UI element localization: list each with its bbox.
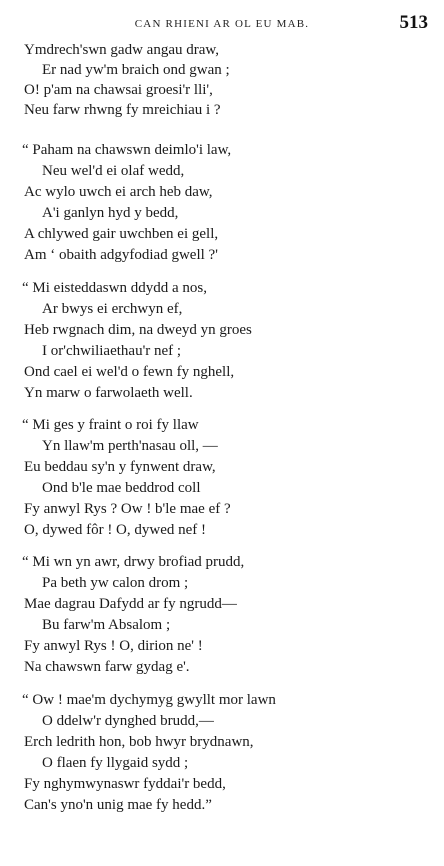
poem-line: Neu wel'd ei olaf wedd,: [42, 163, 185, 179]
poem-line: Heb rwgnach dim, na dweyd yn groes: [24, 322, 252, 338]
poem-line: Am ‘ obaith adgyfodiad gwell ?': [24, 247, 218, 263]
poem-line: O, dywed fôr ! O, dywed nef !: [24, 522, 207, 538]
poem-line: A chlywed gair uwchben ei gell,: [24, 226, 219, 242]
poem-line: Ond cael ei wel'd o fewn fy nghell,: [24, 364, 235, 380]
poem-line: “ Ow ! mae'm dychymyg gwyllt mor lawn: [22, 692, 276, 708]
poem-line: Erch ledrith hon, bob hwyr brydnawn,: [24, 734, 254, 750]
poem-line: O! p'am na chawsai groesi'r lli',: [24, 82, 213, 98]
poem-line: “ Paham na chawswn deimlo'i law,: [22, 142, 232, 158]
page-header: [0, 0, 444, 40]
poem-line: I or'chwiliaethau'r nef ;: [42, 343, 182, 359]
page-number: 513: [399, 12, 428, 33]
poem-line: O ddelw'r dynghed brudd,—: [42, 713, 214, 729]
poem-line: Neu farw rhwng fy mreichiau i ?: [24, 102, 221, 118]
poem-line: Ar bwys ei erchwyn ef,: [42, 301, 183, 317]
poem-line: Yn marw o farwolaeth well.: [24, 385, 193, 401]
poem-line: Mae dagrau Dafydd ar fy ngrudd—: [24, 596, 237, 612]
poem-line: Bu farw'm Absalom ;: [42, 617, 171, 633]
poem-line: Fy anwyl Rys ! O, dirion ne' !: [24, 638, 203, 654]
running-head: CAN RHIENI AR OL EU MAB.: [134, 18, 310, 30]
poem-line: Fy nghymwynaswr fyddai'r bedd,: [24, 776, 226, 792]
poem-line: Can's yno'n unig mae fy hedd.”: [24, 797, 212, 813]
poem-line: “ Mi ges y fraint o roi fy llaw: [22, 417, 199, 433]
poem-line: Ac wylo uwch ei arch heb daw,: [24, 184, 213, 200]
poem-line: O flaen fy llygaid sydd ;: [42, 755, 189, 771]
poem-line: Ond b'le mae beddrod coll: [42, 480, 201, 496]
poem-line: “ Mi eisteddaswn ddydd a nos,: [22, 280, 207, 296]
poem-line: “ Mi wn yn awr, drwy brofiad prudd,: [22, 554, 245, 570]
poem-line: Ymdrech'swn gadw angau draw,: [24, 42, 219, 58]
poem-line: Er nad yw'm braich ond gwan ;: [42, 62, 230, 78]
poem-line: Pa beth yw calon drom ;: [42, 575, 189, 591]
poem-line: Fy anwyl Rys ? Ow ! b'le mae ef ?: [24, 501, 231, 517]
poem-line: Yn llaw'm perth'nasau oll, —: [42, 438, 218, 454]
poem-line: A'i ganlyn hyd y bedd,: [42, 205, 179, 221]
poem-line: Na chawswn farw gydag e'.: [24, 659, 190, 675]
poem-line: Eu beddau sy'n y fynwent draw,: [24, 459, 216, 475]
